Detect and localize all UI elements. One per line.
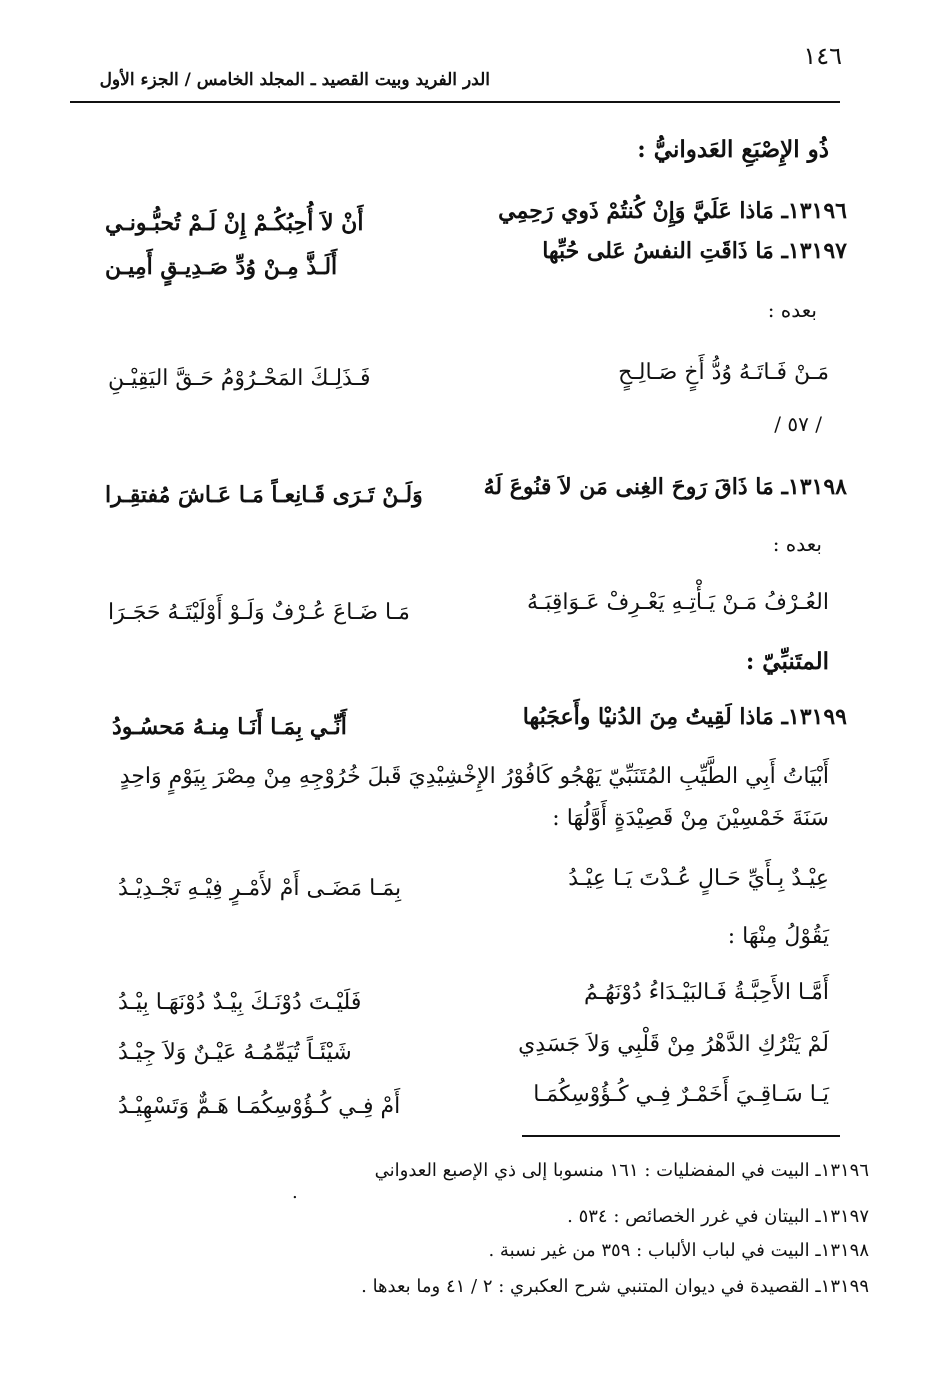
- verse-13197-second-hemistich: أَلَـذَّ مِـنْ وُدِّ صَـدِيـقٍ أَمِيـن: [105, 254, 338, 280]
- poem-verse-4-first-hemistich: يَـا سَـاقِـيَ أَخَمْـرٌ فِـي كُـؤُوْسِكُمَـا: [533, 1082, 829, 1107]
- verse-13196-first-hemistich: ١٣١٩٦ـ مَاذا عَلَيَّ وَإِنْ كُنتُمْ ذَوي رَحِمِي: [498, 198, 847, 224]
- poet-heading-mutanabbi: المتَنبِّيّ :: [745, 648, 829, 675]
- verse-13198-second-hemistich: وَلَـنْ تَـرَى قَـانِعـاً مَـا عَـاشَ مُفتقِـرا: [105, 482, 423, 508]
- footnote-13199: ١٣١٩٩ـ القصيدة في ديوان المتنبي شرح العكبري : ٢ / ٤١ وما بعدها .: [361, 1276, 869, 1297]
- footnote-13196: ١٣١٩٦ـ البيت في المفضليات : ١٦١ منسوبا إلى ذي الإصبع العدواني: [374, 1160, 869, 1181]
- footnote-13197: ١٣١٩٧ـ البيتان في غرر الخصائص : ٥٣٤ .: [567, 1206, 869, 1227]
- extra-verse-1-first-hemistich: مَـنْ فَـاتَـهُ وُدُّ أَخٍ صَـالِـحٍ: [618, 360, 829, 385]
- prose-intro-line-2: سَنَةَ خَمْسِيْنَ مِنْ قَصِيْدَةٍ أَوَّلُهَا :: [552, 806, 829, 831]
- poem-verse-4-second-hemistich: أَمْ فِـي كُـؤُوْسِكُمَـا هَـمٌّ وَتَسْهِيْـدُ: [118, 1094, 401, 1119]
- verse-13196-second-hemistich: أَنْ لاَ أُحِبُكُـمْ إِنْ لَـمْ تُحبُّـونـي: [105, 210, 364, 236]
- after-label-1: بعده :: [767, 298, 817, 322]
- extra-verse-1-second-hemistich: فَـذَلِـكَ المَحْـرُوْمُ حَـقَّ اليَقِيْـنِ: [108, 366, 371, 391]
- footnote-rule: [522, 1135, 840, 1137]
- prose-intro-line-1: أَبْيَاتُ أَبِي الطَّيِّبِ المُتَنَبِّيّ يَهْجُو كَافُوْرُ الإِخْشِيْدِيَ قَبلَ خُرُوْجِهِ مِنْ مِصْرَ بِيَوْمٍ وَاحِدٍ: [119, 764, 829, 789]
- poem-verse-2-second-hemistich: فَلَيْـتَ دُوْنَـكَ بِيْـدٌ دُوْنَهَـا بِيْـدُ: [118, 990, 362, 1015]
- verse-13197-first-hemistich: ١٣١٩٧ـ مَا ذَاقَتِ النفسُ عَلى حُبِّها: [542, 238, 847, 264]
- verse-13199-second-hemistich: أَنِّـي بِمَـا أَنَـا مِنـهُ مَحسُـودُ: [112, 714, 347, 740]
- poem-verse-3-second-hemistich: شَيْئَـاً تُيَمِّمُـهُ عَيْـنٌ وَلاَ جِيْـدُ: [118, 1040, 352, 1065]
- running-title: الدر الفريد وبيت القصيد ـ المجلد الخامس / الجزء الأول: [99, 70, 490, 90]
- footnote-13198: ١٣١٩٨ـ البيت في لباب الألباب : ٣٥٩ من غير نسبة .: [488, 1240, 869, 1261]
- says-from-it: يَقُوْلُ مِنْهَا :: [727, 924, 829, 949]
- extra-verse-2-first-hemistich: العُـرْفُ مَـنْ يَـأْتِـهِ يَعْـرِفْ عَـوَاقِبَـهُ: [527, 590, 829, 615]
- poem-verse-3-first-hemistich: لَمْ يَتْرُكِ الدَّهْرُ مِنْ قَلْبِي وَلاَ جَسَدِي: [518, 1032, 829, 1057]
- verse-13199-first-hemistich: ١٣١٩٩ـ مَاذا لَقِيتُ مِنَ الدُنيْا وأَعجَبُها: [522, 704, 847, 730]
- verse-13198-first-hemistich: ١٣١٩٨ـ مَا ذَاقَ رَوحَ الغِنى مَن لاَ قنُوعَ لَهُ: [483, 474, 847, 500]
- poem-verse-1-first-hemistich: عِيْـدٌ بِـأَيِّ حَـالٍ عُـدْتَ يَـا عِيْـدُ: [568, 866, 829, 891]
- poem-verse-2-first-hemistich: أَمَّـا الأَحِبَّـةُ فَـالبَيْـدَاءُ دُوْنَهُـمُ: [583, 980, 829, 1005]
- poet-heading-dhul-isba: ذُو الإِصْبَعِ العَدوانيُّ :: [637, 136, 829, 163]
- after-label-2: بعده :: [772, 532, 822, 556]
- extra-verse-2-second-hemistich: مَـا ضَـاعَ عُـرْفٌ وَلَـوْ أَوْلَيْتَـهُ حَجَـرَا: [108, 600, 410, 625]
- reference-57: / ٥٧ /: [774, 412, 822, 436]
- footnote-13196-continuation: .: [292, 1182, 298, 1203]
- header-rule: [70, 101, 840, 103]
- page-number: ١٤٦: [803, 42, 842, 70]
- poem-verse-1-second-hemistich: بِمَـا مَضَـى أَمْ لأَمْـرٍ فِيْـهِ تَجْـدِيْـدُ: [118, 876, 402, 901]
